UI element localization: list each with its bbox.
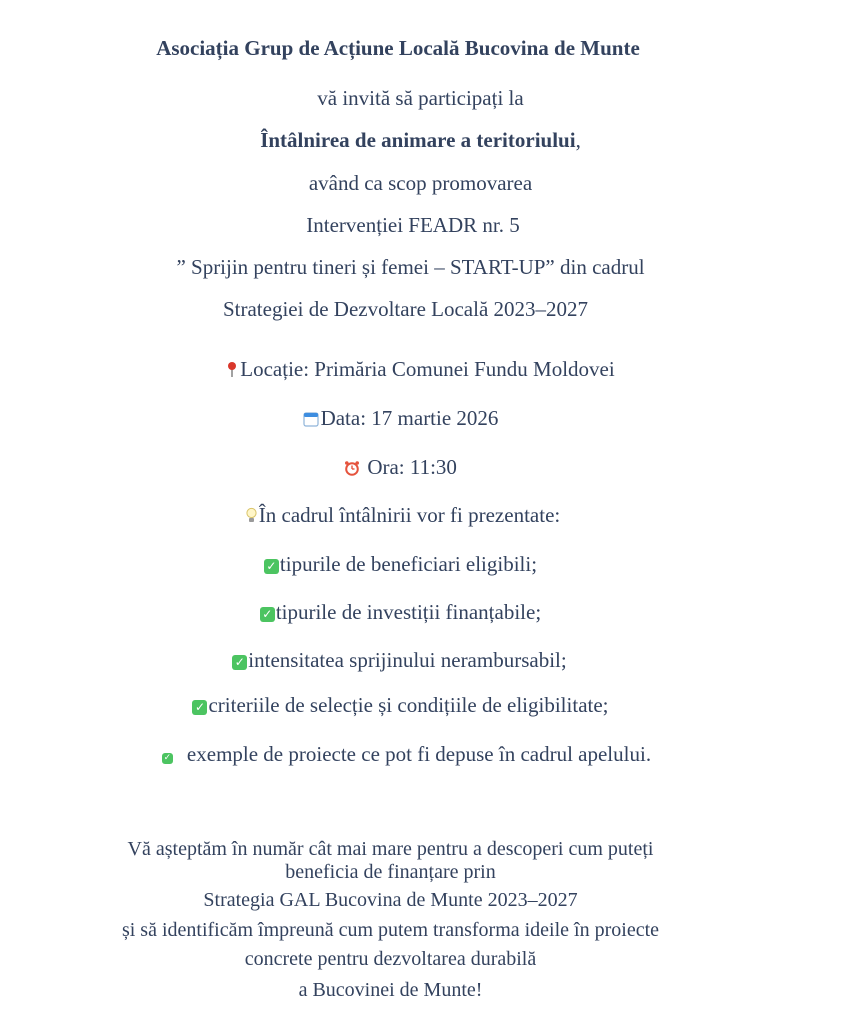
alarm-clock-icon <box>344 456 360 482</box>
agenda-intro-text: În cadrul întâlnirii vor fi prezentate: <box>258 503 561 527</box>
agenda-item <box>0 741 841 767</box>
invite-text: vă invită să participați la <box>317 86 524 110</box>
closing-line: și să identificăm împreună cum putem transforma ideile în proiecte <box>121 919 660 941</box>
agenda-item-text: tipurile de beneficiari eligibili; <box>279 552 538 576</box>
agenda-item <box>0 647 841 673</box>
calendar-icon <box>303 407 319 433</box>
event-name: Întâlnirea de animare a teritoriului <box>260 128 576 152</box>
intervention-text: Intervenției FEADR nr. 5 <box>306 213 520 237</box>
check-icon: ✓ <box>232 655 247 670</box>
location-line <box>0 356 841 384</box>
agenda-item-text: tipurile de investiții finanțabile; <box>275 600 542 624</box>
closing-line: beneficia de finanțare prin <box>285 861 496 883</box>
organizer-name: Asociația Grup de Acțiune Locală Bucovina de Munte <box>156 36 640 60</box>
closing-line: Strategia GAL Bucovina de Munte 2023–2027 <box>203 889 578 911</box>
agenda-item-text: criteriile de selecție și condițiile de eligibilitate; <box>208 693 609 717</box>
check-icon: ✓ <box>260 607 275 622</box>
pin-icon <box>226 358 238 384</box>
date-line <box>0 405 841 433</box>
closing-line: Vă așteptăm în număr cât mai mare pentru a descoperi cum puteți <box>127 838 654 860</box>
check-icon: ✓ <box>192 700 207 715</box>
check-icon: ✓ <box>163 753 172 763</box>
agenda-item <box>0 692 841 718</box>
time-text: Ora: 11:30 <box>367 455 457 479</box>
closing-line: a Bucovinei de Munte! <box>298 979 483 1001</box>
agenda-intro-line <box>0 502 841 530</box>
check-icon: ✓ <box>264 559 279 574</box>
date-text: Data: 17 martie 2026 <box>320 406 499 430</box>
agenda-item <box>0 599 841 625</box>
closing-line: concrete pentru dezvoltarea durabilă <box>244 948 537 970</box>
agenda-item <box>0 551 841 577</box>
agenda-item-text: exemple de proiecte ce pot fi depuse în cadrul apelului. <box>186 742 652 766</box>
event-name-line <box>0 127 841 153</box>
event-name-suffix: , <box>575 128 581 152</box>
location-text: Locație: Primăria Comunei Fundu Moldovei <box>240 357 615 381</box>
strategy-text: Strategiei de Dezvoltare Locală 2023–2027 <box>222 297 589 321</box>
agenda-item-text: intensitatea sprijinului nerambursabil; <box>248 648 567 672</box>
program-text: ” Sprijin pentru tineri și femei – START-UP” din cadrul <box>176 255 645 279</box>
purpose-text: având ca scop promovarea <box>308 171 533 195</box>
lightbulb-icon <box>246 504 257 530</box>
time-line <box>0 454 841 482</box>
